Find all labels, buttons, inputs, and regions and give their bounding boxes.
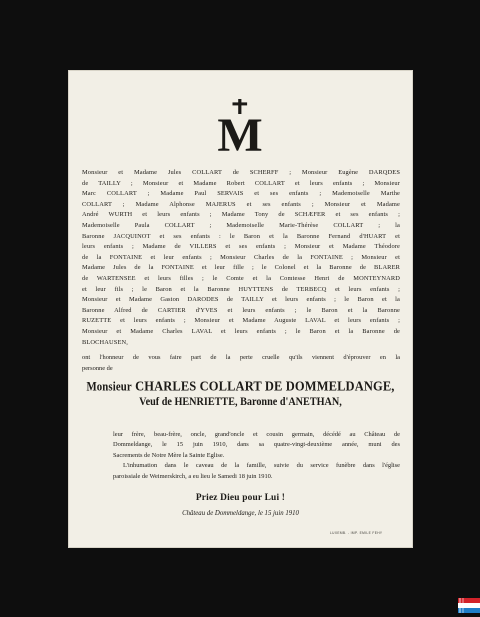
- family-list: [82, 168, 400, 348]
- families-line: BLOCHAUSEN,: [82, 338, 128, 346]
- flag-stripe-blue: [458, 608, 480, 613]
- place-date: Château de Dommeldange, le 15 juin 1910: [182, 510, 299, 517]
- honor-line: personne de: [82, 364, 113, 372]
- deceased-block: [68, 378, 413, 411]
- flag-stripe-red: [458, 598, 480, 603]
- bodytext-line: paroissiale de Weimerskirch, a eu lieu le Samedi 18 juin 1910.: [113, 472, 273, 480]
- families-line: RUZETTE et leurs enfants ; Monsieur et Madame Auguste LAVAL et leurs enfants ;: [82, 317, 400, 325]
- widower-line: Veuf de HENRIETTE, Baronne d'ANETHAN,: [139, 396, 342, 409]
- deceased-name: CHARLES COLLART DE DOMMELDANGE,: [135, 378, 395, 394]
- death-details: [113, 430, 400, 482]
- cross-monogram-icon: [214, 99, 266, 153]
- families-line: de la FONTAINE et leur enfants ; Monsieur Charles de la FONTAINE ; Monsieur et: [82, 253, 400, 261]
- deceased-name-line: [68, 377, 413, 396]
- families-line: Baronne Alfred de CARTIER d'YVES et leurs enfants ; le Baron et la Baronne: [82, 306, 400, 314]
- families-line: Monsieur et Madame Gaston DARODES de TAILLY et leurs enfants ; le Baron et la: [82, 296, 400, 304]
- families-line: Madame Jules de la FONTAINE et leur fille ; le Colonel et la Baronne de BLARER: [82, 264, 400, 272]
- prayer-line: Priez Dieu pour Lui !: [195, 493, 286, 503]
- flag-stripe-white: [458, 603, 480, 608]
- families-line: de WARTENSEE et leurs filles ; le Comte et la Comtesse Henri de MONTEYNARD: [82, 274, 400, 282]
- families-line: de TAILLY ; Monsieur et Madame Robert COLLART et leurs enfants ; Monsieur: [82, 179, 400, 187]
- bodytext-line: leur frère, beau-frère, oncle, grand'oncle et cousin germain, décédé au Château de: [113, 431, 400, 438]
- families-line: leurs enfants ; Madame de VILLERS et ses enfants ; Monsieur et Madame Théodore: [82, 243, 400, 251]
- deceased-title: Monsieur: [86, 380, 132, 394]
- families-line: Mademoiselle Paula COLLART ; Mademoiselle Marie-Thérèse COLLART ; la: [82, 221, 400, 229]
- luxembourg-flag-icon: [458, 595, 480, 617]
- families-line: Baronne JACQUINOT et ses enfants : le Baron et la Baronne Fernand d'HUART et: [82, 232, 400, 240]
- families-line: André WURTH et leurs enfants ; Madame Tony de SCHÆFER et ses enfants ;: [82, 211, 400, 219]
- mourning-card: [68, 70, 413, 548]
- bodytext-line: L'inhumation dans le caveau de la famille, suivie du service funèbre dans l'église: [123, 462, 400, 470]
- monogram-letter: M: [217, 109, 263, 153]
- bodytext-line: Dommeldange, le 15 juin 1910, dans sa quatre-vingt-deuxième année, muni des: [113, 441, 400, 449]
- families-line: Monsieur et Madame Jules COLLART de SCHERFF ; Monsieur Eugène DARQDES: [82, 169, 400, 176]
- honor-line: ont l'honneur de vous faire part de la perte cruelle qu'ils viennent d'éprouver en la: [82, 354, 400, 361]
- families-line: et leur fils ; le Baron et la Baronne HUYTTENS de TERBECQ et leurs enfants ;: [82, 285, 400, 293]
- printer-mark: LUXEMB. - IMP. EMILE FEHY: [330, 531, 383, 535]
- families-line: COLLART ; Madame Alphonse MAJERUS et ses enfants ; Monsieur et Madame: [82, 200, 400, 208]
- announcement-intro: [82, 353, 400, 374]
- families-line: Monsieur et Madame Charles LAVAL et leurs enfants ; le Baron et la Baronne de: [82, 327, 400, 335]
- families-line: Marc COLLART ; Madame Paul SERVAIS et ses enfants ; Mademoiselle Marthe: [82, 190, 400, 198]
- bodytext-line: Sacrements de Notre Mère la Sainte Eglise.: [113, 451, 225, 459]
